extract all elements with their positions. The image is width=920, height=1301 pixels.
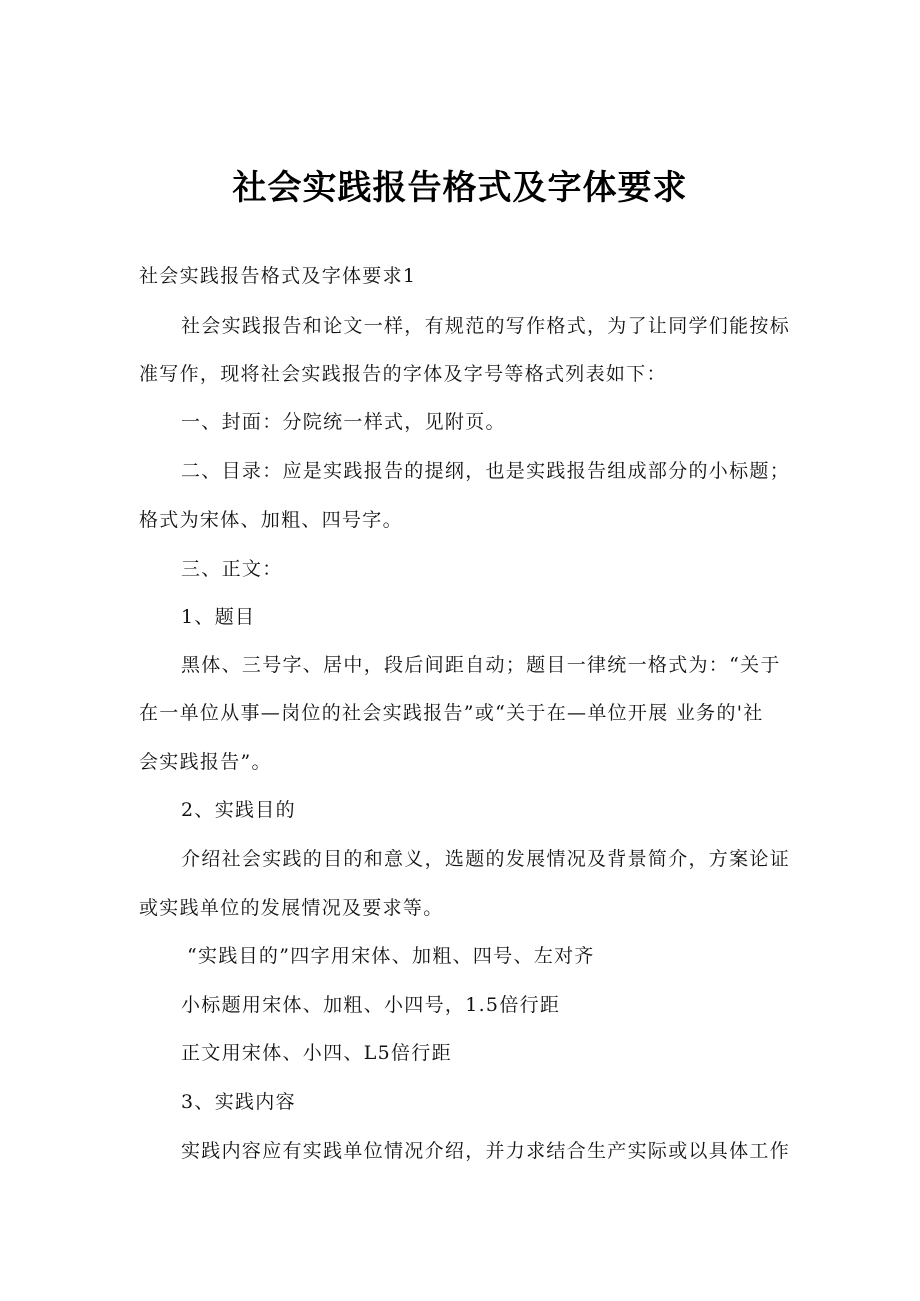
paragraph-line: 社会实践报告和论文一样，有规范的写作格式，为了让同学们能按标	[181, 315, 791, 337]
paragraph-line: 会实践报告”。	[139, 751, 272, 773]
paragraph-line: 三、正文：	[181, 558, 283, 580]
paragraph-line: 正文用宋体、小四、L5倍行距	[181, 1042, 452, 1064]
paragraph-line: 在一单位从事—岗位的社会实践报告”或“关于在—单位开展 业务的'社	[139, 702, 764, 724]
paragraph-line: 2、实践目的	[181, 799, 296, 821]
paragraph-line: 介绍社会实践的目的和意义，选题的发展情况及背景简介，方案论证	[181, 848, 791, 870]
paragraph-line: 一、封面：分院统一样式，见附页。	[181, 411, 506, 433]
paragraph-line: 黑体、三号字、居中，段后间距自动；题目一律统一格式为：“关于	[181, 654, 781, 676]
paragraph-line: 二、目录：应是实践报告的提纲，也是实践报告组成部分的小标题；	[181, 460, 791, 482]
paragraph-line: 或实践单位的发展情况及要求等。	[139, 897, 444, 919]
page-title: 社会实践报告格式及字体要求	[232, 168, 688, 208]
paragraph-line: 1、题目	[181, 606, 256, 628]
paragraph-line: 实践内容应有实践单位情况介绍，并力求结合生产实际或以具体工作	[181, 1140, 791, 1162]
paragraph-line: 格式为宋体、加粗、四号字。	[139, 509, 403, 531]
paragraph-line: 3、实践内容	[181, 1091, 296, 1113]
paragraph-line: 小标题用宋体、加粗、小四号，1.5倍行距	[181, 994, 561, 1016]
paragraph-line: 准写作，现将社会实践报告的字体及字号等格式列表如下：	[139, 363, 667, 385]
section-heading: 社会实践报告格式及字体要求1	[139, 265, 417, 287]
paragraph-line: “实践目的”四字用宋体、加粗、四号、左对齐	[187, 945, 595, 967]
